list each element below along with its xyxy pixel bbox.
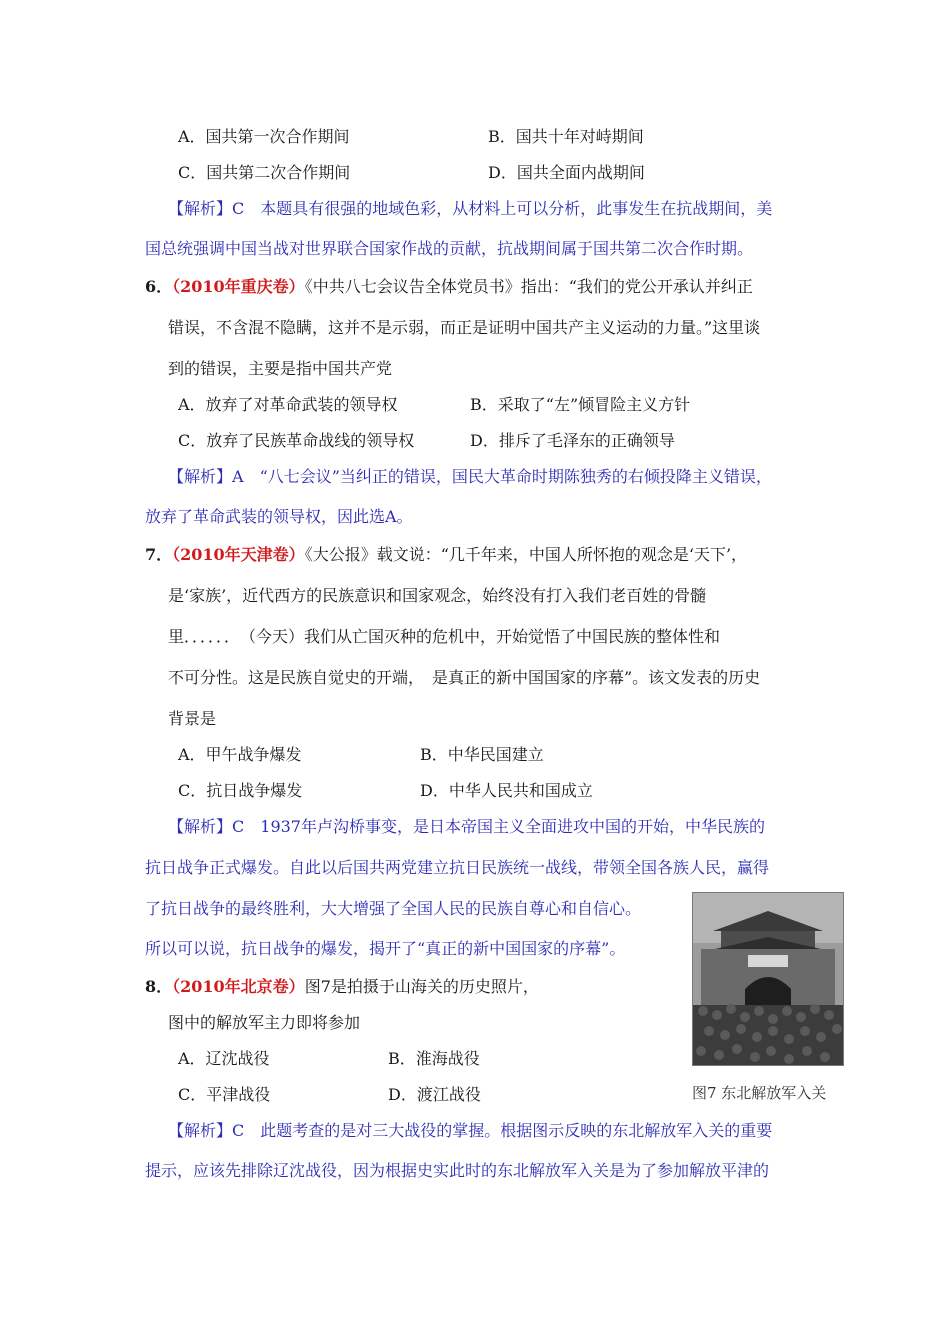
q7-option-c: C．抗日战争爆发: [178, 781, 303, 800]
q7-stem-line3: 里．．．．．． （今天）我们从亡国灭种的危机中，开始觉悟了中国民族的整体性和: [168, 627, 721, 646]
q7-analysis-line1: [168, 816, 765, 838]
q7-analysis-line4: 所以可以说，抗日战争的爆发，揭开了“真正的新中国国家的序幕”。: [145, 939, 626, 958]
q6-stem-line1: [145, 276, 753, 298]
q6-option-a: A．放弃了对革命武装的领导权: [178, 395, 398, 414]
q5-analysis-line2: 国总统强调中国当战对世界联合国家作战的贡献，抗战期间属于国共第二次合作时期。: [145, 239, 754, 258]
q8-analysis-line2: 提示，应该先排除辽沈战役，因为根据史实此时的东北解放军入关是为了参加解放平津的: [145, 1161, 770, 1180]
q6-number: 6．: [145, 277, 173, 296]
q8-option-a: A．辽沈战役: [178, 1049, 270, 1068]
q6-option-d: D．排斥了毛泽东的正确领导: [470, 431, 675, 450]
q5-option-a: A．国共第一次合作期间: [178, 127, 350, 146]
q6-stem-line3: 到的错误，主要是指中国共产党: [168, 359, 393, 378]
q6-option-b: B．采取了“左”倾冒险主义方针: [470, 395, 691, 414]
figure-7-photo: [692, 892, 844, 1066]
q5-analysis-line1: [168, 198, 772, 220]
q6-source: （2010年重庆卷）: [172, 277, 305, 296]
q7-number: 7．: [145, 545, 173, 564]
q5-analysis-tag: 【解析】: [168, 199, 233, 218]
q6-analysis-line1: [168, 466, 772, 488]
q8-stem-line2: 图中的解放军主力即将参加: [168, 1013, 361, 1032]
q8-option-d: D．渡江战役: [388, 1085, 481, 1104]
q6-analysis-tag: 【解析】: [168, 467, 233, 486]
q6-stem-text1: 《中共八七会议告全体党员书》指出：“我们的党公开承认并纠正: [304, 277, 753, 296]
figure-7-caption: 图7 东北解放军入关: [692, 1084, 827, 1102]
q8-source: （2010年北京卷）: [172, 977, 305, 996]
gate-photo-illustration: [693, 893, 843, 1065]
q6-analysis-line2: 放弃了革命武装的领导权，因此选A。: [145, 507, 413, 526]
q8-stem-text1: 图7是拍摄于山海关的历史照片，: [304, 977, 539, 996]
q8-analysis-tag: 【解析】: [168, 1121, 233, 1140]
q6-stem-line2: 错误，不含混不隐瞒，这并不是示弱，而正是证明中国共产主义运动的力量。”这里谈: [168, 318, 761, 337]
q7-option-b: B．中华民国建立: [420, 745, 544, 764]
q5-option-b: B．国共十年对峙期间: [488, 127, 644, 146]
q8-stem-line1: [145, 976, 539, 998]
q5-option-d: D．国共全面内战期间: [488, 163, 645, 182]
q7-stem-line4: 不可分性。这是民族自觉史的开端， 是真正的新中国国家的序幕”。该文发表的历史: [168, 668, 761, 687]
q7-stem-line2: 是‘家族’，近代西方的民族意识和国家观念，始终没有打入我们老百姓的骨髓: [168, 586, 707, 605]
q7-analysis-tag: 【解析】: [168, 817, 233, 836]
q6-option-c: C．放弃了民族革命战线的领导权: [178, 431, 415, 450]
q7-stem-line1: [145, 544, 747, 566]
q5-analysis-text1: C 本题具有很强的地域色彩，从材料上可以分析，此事发生在抗战期间，美: [232, 199, 773, 218]
q7-source: （2010年天津卷）: [172, 545, 305, 564]
q8-number: 8．: [145, 977, 173, 996]
q7-analysis-line2: 抗日战争正式爆发。自此以后国共两党建立抗日民族统一战线，带领全国各族人民，赢得: [145, 858, 770, 877]
q8-analysis-line1: [168, 1120, 772, 1142]
q5-option-c: C．国共第二次合作期间: [178, 163, 351, 182]
q6-analysis-text1: A “八七会议”当纠正的错误，国民大革命时期陈独秀的右倾投降主义错误，: [232, 467, 772, 486]
q8-option-b: B．淮海战役: [388, 1049, 480, 1068]
q7-option-a: A．甲午战争爆发: [178, 745, 302, 764]
q7-stem-line5: 背景是: [168, 709, 217, 728]
q8-option-c: C．平津战役: [178, 1085, 271, 1104]
q7-stem-text1: 《大公报》载文说：“几千年来，中国人所怀抱的观念是‘天下’，: [304, 545, 748, 564]
q7-analysis-text1: C 1937年卢沟桥事变，是日本帝国主义全面进攻中国的开始，中华民族的: [232, 817, 765, 836]
q7-analysis-line3: 了抗日战争的最终胜利，大大增强了全国人民的民族自尊心和自信心。: [145, 899, 642, 918]
q7-option-d: D．中华人民共和国成立: [420, 781, 593, 800]
q8-analysis-text1: C 此题考查的是对三大战役的掌握。根据图示反映的东北解放军入关的重要: [232, 1121, 773, 1140]
